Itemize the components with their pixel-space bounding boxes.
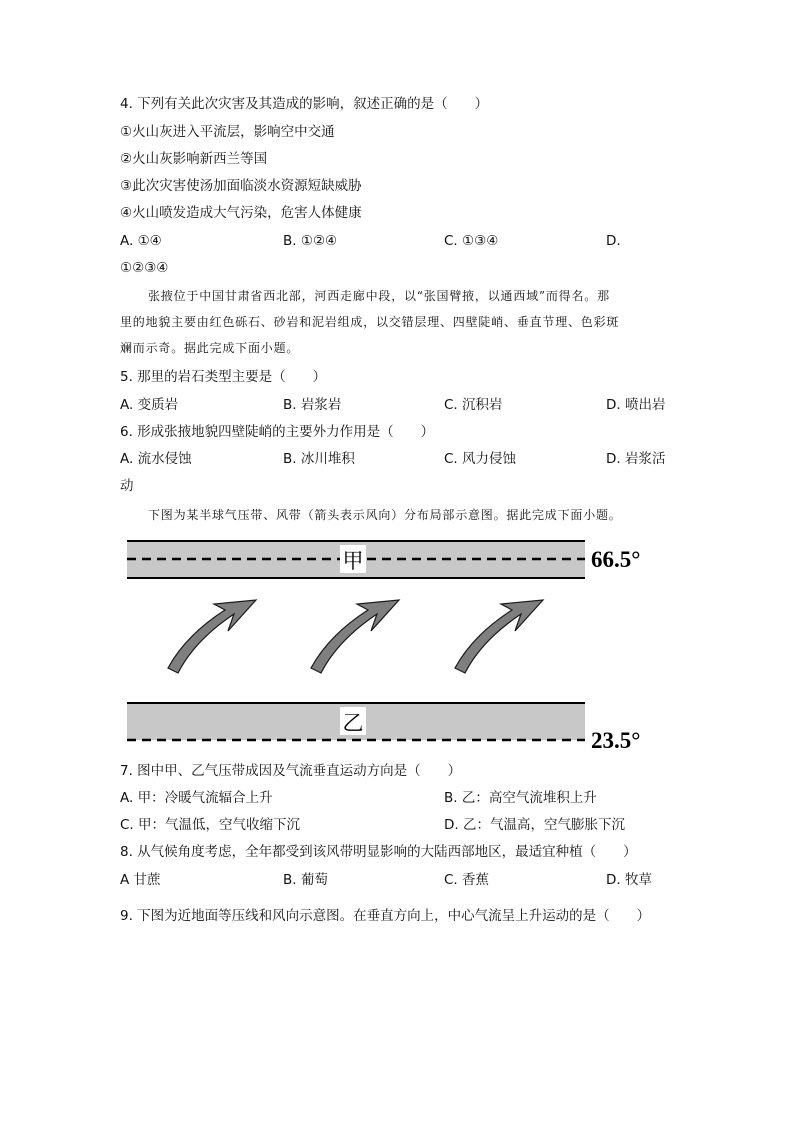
q4-option-a: A. ①④ <box>120 233 162 249</box>
latitude-66-5: 66.5° <box>591 547 641 572</box>
q9-stem: 9. 下图为近地面等压线和风向示意图。在垂直方向上，中心气流呈上升运动的是（ ） <box>120 908 651 924</box>
q4-item-3: ③此次灾害使汤加面临淡水资源短缺威胁 <box>120 178 362 194</box>
pressure-belt-diagram <box>0 530 794 760</box>
wind-arrows <box>168 600 543 673</box>
passage-line-2: 里的地貌主要由红色砾石、砂岩和泥岩组成，以交错层理、四壁陡峭、垂直节理、色彩斑 <box>120 315 620 329</box>
latitude-23-5: 23.5° <box>591 728 641 753</box>
q8-option-d: D. 牧草 <box>606 872 652 888</box>
label-jia: 甲 <box>342 549 364 573</box>
q4-option-d-text: ①②③④ <box>120 260 169 276</box>
q8-option-b: B. 葡萄 <box>283 872 328 888</box>
passage-line-3: 斓而示奇。据此完成下面小题。 <box>120 341 300 355</box>
passage-line-1: 张掖位于中国甘肃省西北部，河西走廊中段，以“张国臂掖，以通西域”而得名。那 <box>148 289 610 303</box>
q8-option-a: A 甘蔗 <box>120 872 161 888</box>
q4-stem: 4. 下列有关此次灾害及其造成的影响，叙述正确的是（ ） <box>120 96 489 112</box>
q7-stem: 7. 图中甲、乙气压带成因及气流垂直运动方向是（ ） <box>120 763 462 779</box>
q7-option-a: A. 甲：冷暖气流辐合上升 <box>120 790 273 806</box>
q8-option-c: C. 香蕉 <box>444 872 490 888</box>
label-yi: 乙 <box>342 711 364 735</box>
q5-option-c: C. 沉积岩 <box>444 397 503 413</box>
wind-arrow-3 <box>455 600 543 673</box>
q4-option-b: B. ①②④ <box>283 233 338 249</box>
q4-item-2: ②火山灰影响新西兰等国 <box>120 151 268 167</box>
q6-stem: 6. 形成张掖地貌四壁陡峭的主要外力作用是（ ） <box>120 424 435 440</box>
figure-caption: 下图为某半球气压带、风带（箭头表示风向）分布局部示意图。据此完成下面小题。 <box>148 508 622 522</box>
wind-arrow-2 <box>311 600 399 673</box>
q7-option-d: D. 乙：气温高，空气膨胀下沉 <box>444 817 625 833</box>
q6-option-d: D. 岩浆活 <box>606 451 666 467</box>
q4-option-c: C. ①③④ <box>444 233 499 249</box>
q5-option-d: D. 喷出岩 <box>606 397 666 413</box>
wind-arrow-1 <box>168 600 256 673</box>
q6-option-a: A. 流水侵蚀 <box>120 451 192 467</box>
q6-option-b: B. 冰川堆积 <box>283 451 355 467</box>
q7-option-c: C. 甲：气温低，空气收缩下沉 <box>120 817 301 833</box>
q4-item-1: ①火山灰进入平流层，影响空中交通 <box>120 124 335 140</box>
q6-option-d-text: 动 <box>120 478 134 494</box>
q6-option-c: C. 风力侵蚀 <box>444 451 517 467</box>
passage-zhangye <box>120 283 680 361</box>
q5-option-b: B. 岩浆岩 <box>283 397 342 413</box>
q5-option-a: A. 变质岩 <box>120 397 179 413</box>
pressure-belt-bottom <box>127 703 585 740</box>
q8-stem: 8. 从气候角度考虑，全年都受到该风带明显影响的大陆西部地区，最适宜种植（ ） <box>120 844 637 860</box>
q4-item-4: ④火山喷发造成大气污染，危害人体健康 <box>120 205 362 221</box>
q7-option-b: B. 乙：高空气流堆积上升 <box>444 790 597 806</box>
q5-stem: 5. 那里的岩石类型主要是（ ） <box>120 369 327 385</box>
pressure-belt-top <box>127 541 585 578</box>
q4-option-d: D. <box>606 233 621 249</box>
